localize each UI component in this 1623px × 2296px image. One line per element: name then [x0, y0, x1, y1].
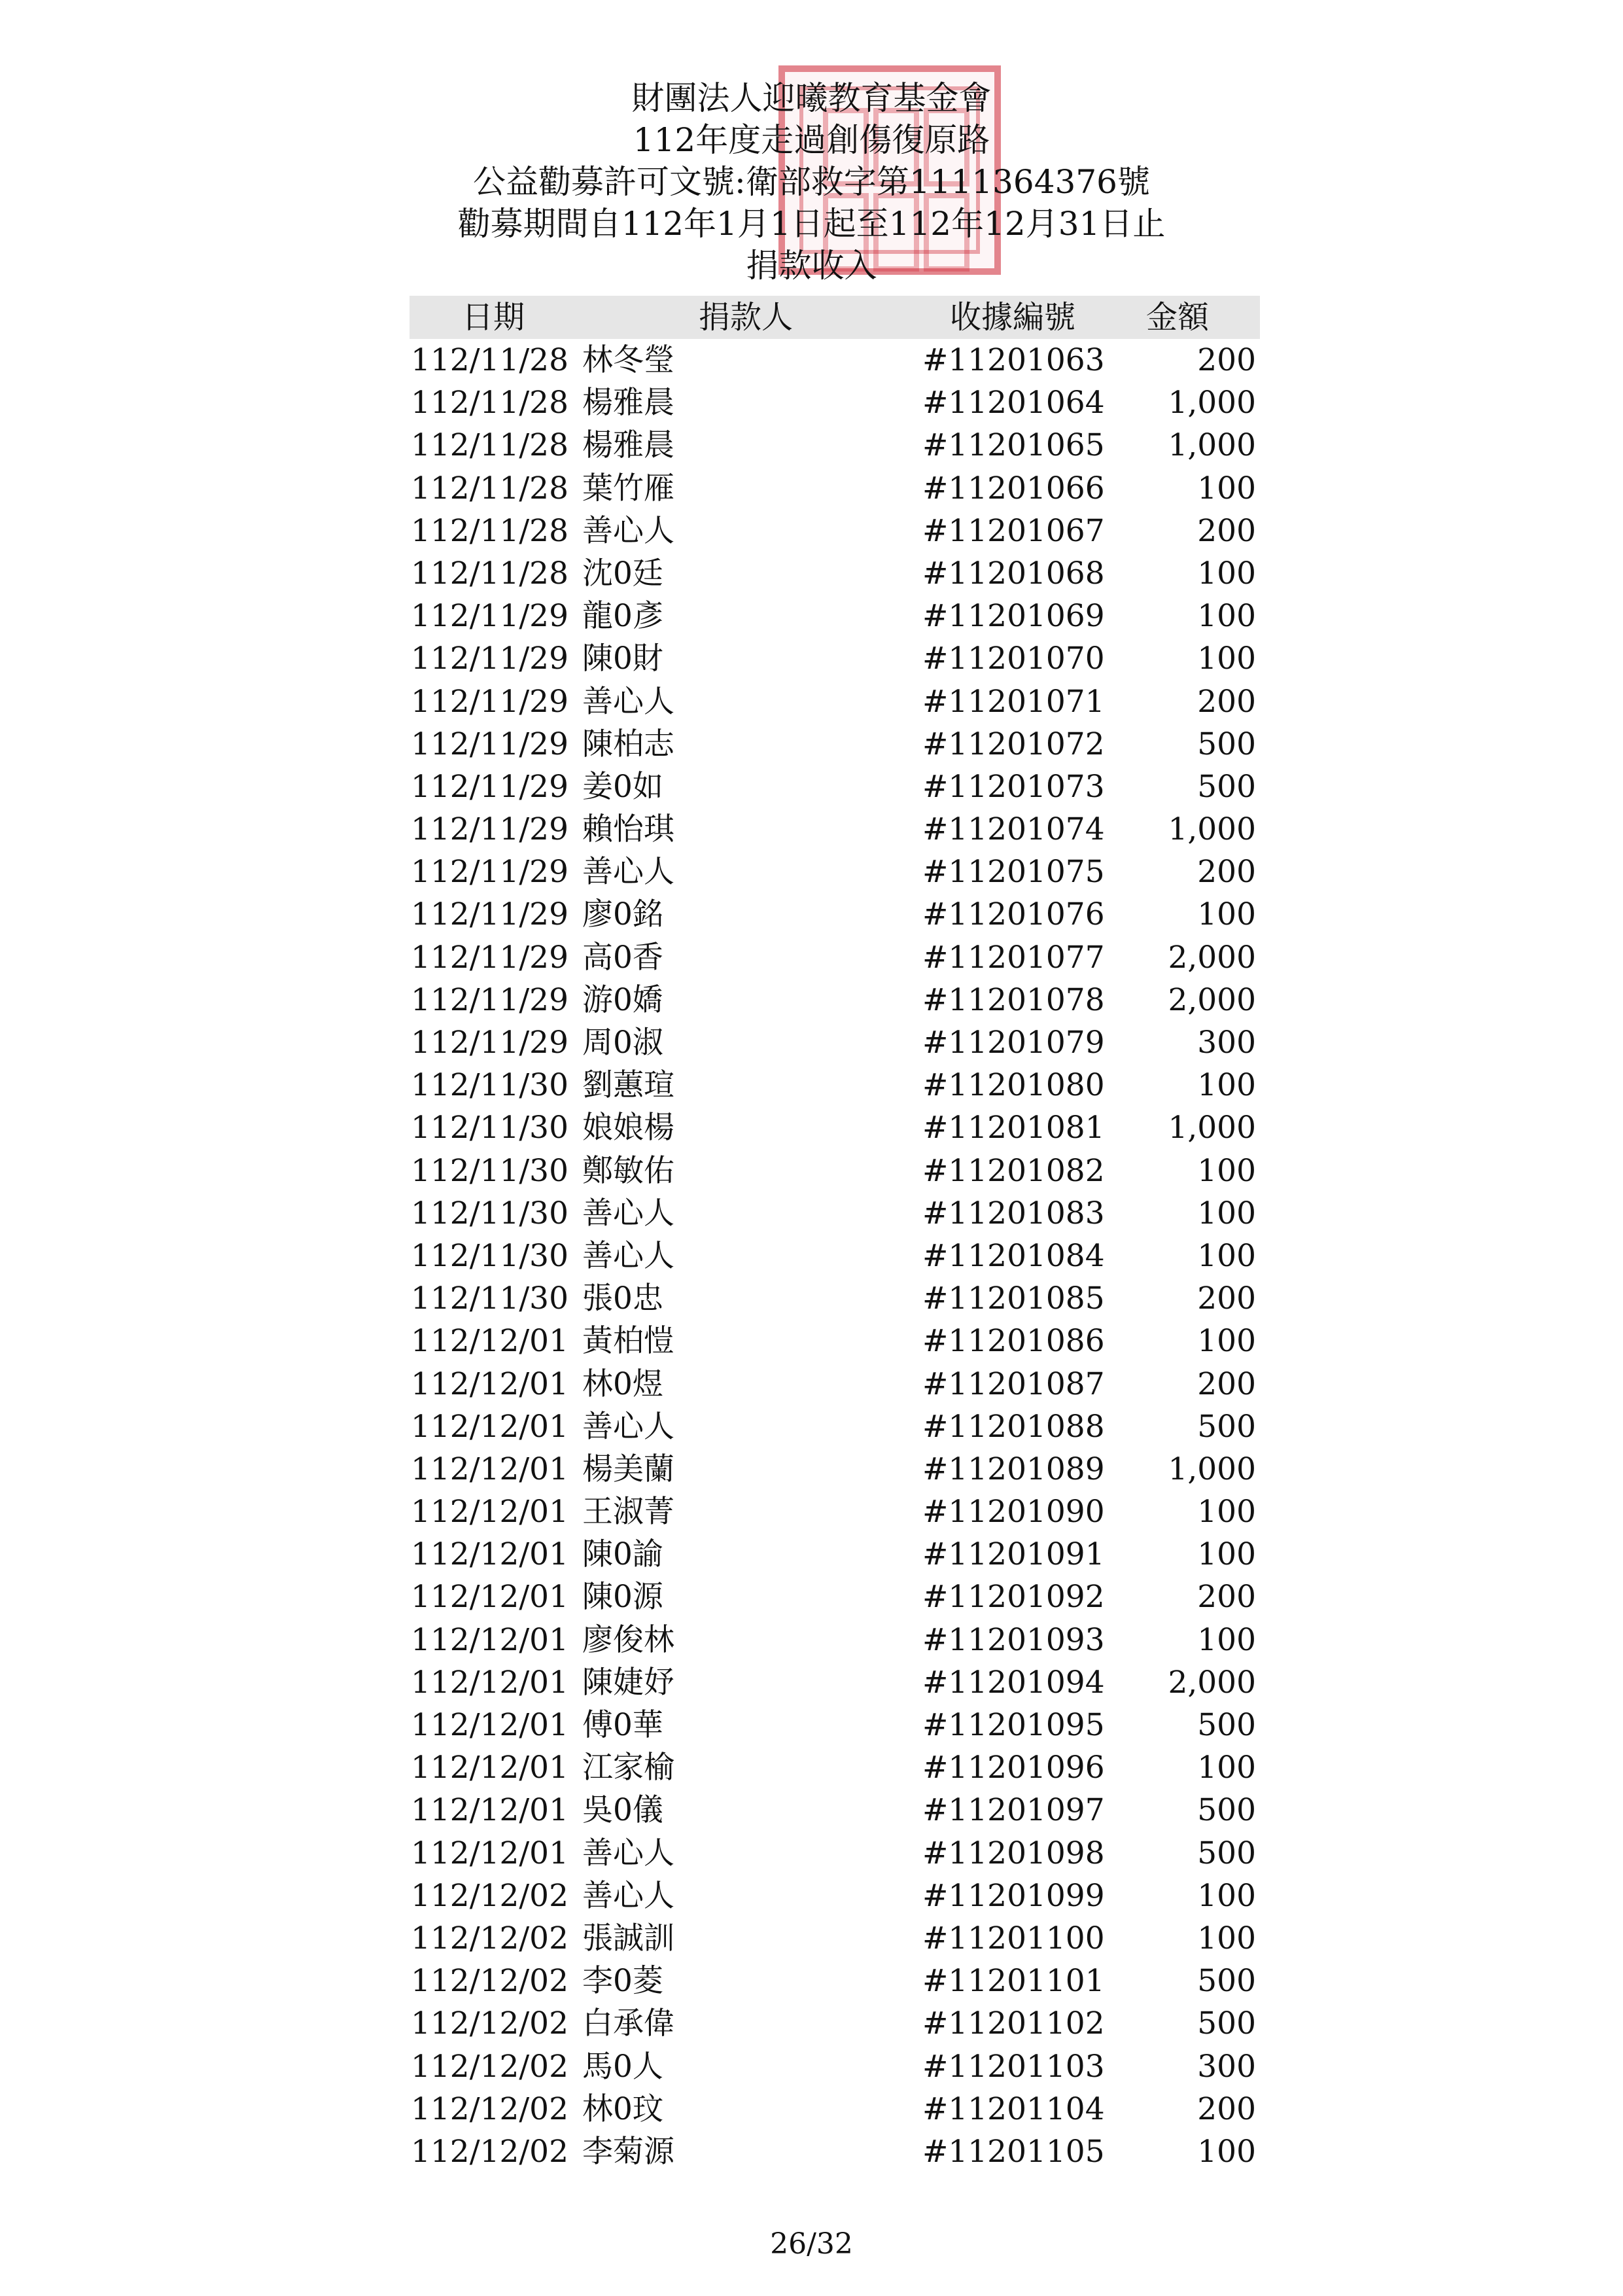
row-receipt-number: #11201085 — [922, 1280, 1105, 1317]
row-receipt-number: #11201100 — [922, 1920, 1105, 1956]
row-receipt-number: #11201083 — [922, 1195, 1105, 1231]
row-date: 112/11/29 — [411, 683, 568, 720]
row-amount: 500 — [1197, 1835, 1256, 1871]
row-donor: 林0煜 — [582, 1366, 663, 1402]
row-donor: 林冬瑩 — [582, 342, 674, 378]
row-amount: 100 — [1197, 1920, 1256, 1956]
row-amount: 100 — [1197, 470, 1256, 506]
row-receipt-number: #11201077 — [922, 939, 1105, 976]
row-date: 112/12/02 — [411, 2091, 568, 2127]
row-donor: 江家榆 — [582, 1750, 674, 1786]
table-row — [406, 510, 1263, 552]
table-row — [406, 1619, 1263, 1661]
project-title: 112年度走過創傷復原路 — [633, 121, 990, 159]
row-donor: 善心人 — [582, 512, 674, 549]
row-receipt-number: #11201067 — [922, 512, 1105, 549]
row-date: 112/12/02 — [411, 1877, 568, 1914]
row-amount: 100 — [1197, 1877, 1256, 1914]
table-row — [406, 1192, 1263, 1235]
row-date: 112/12/01 — [411, 1750, 568, 1786]
row-date: 112/12/01 — [411, 1366, 568, 1402]
row-receipt-number: #11201090 — [922, 1494, 1105, 1530]
table-row — [406, 595, 1263, 637]
table-row — [406, 1106, 1263, 1149]
row-receipt-number: #11201093 — [922, 1621, 1105, 1658]
table-header-row — [410, 296, 1260, 339]
row-donor: 陳0諭 — [582, 1536, 663, 1573]
row-receipt-number: #11201076 — [922, 896, 1105, 933]
table-row — [406, 1661, 1263, 1704]
table-row — [406, 1875, 1263, 1917]
table-row — [406, 893, 1263, 936]
column-header-receipt: 收據編號 — [950, 299, 1076, 336]
row-amount: 1,000 — [1168, 811, 1256, 848]
table-row — [406, 381, 1263, 424]
row-amount: 100 — [1197, 1536, 1256, 1573]
row-date: 112/11/30 — [411, 1110, 568, 1146]
row-donor: 吳0儀 — [582, 1792, 663, 1829]
row-date: 112/12/01 — [411, 1451, 568, 1487]
table-row — [406, 424, 1263, 467]
row-date: 112/11/28 — [411, 512, 568, 549]
row-date: 112/11/28 — [411, 470, 568, 506]
row-amount: 2,000 — [1168, 981, 1256, 1018]
table-row — [406, 1320, 1263, 1362]
row-amount: 500 — [1197, 1707, 1256, 1743]
row-donor: 楊雅晨 — [582, 427, 674, 464]
row-receipt-number: #11201101 — [922, 1963, 1105, 2000]
row-amount: 2,000 — [1168, 1664, 1256, 1701]
row-date: 112/12/01 — [411, 1792, 568, 1829]
row-receipt-number: #11201082 — [922, 1152, 1105, 1189]
row-amount: 100 — [1197, 641, 1256, 677]
row-date: 112/12/02 — [411, 2005, 568, 2042]
table-row — [406, 936, 1263, 979]
table-row — [406, 1405, 1263, 1448]
donation-table-body — [406, 339, 1263, 2173]
table-row — [406, 1832, 1263, 1875]
row-donor: 善心人 — [582, 1877, 674, 1914]
row-donor: 善心人 — [582, 1835, 674, 1871]
column-header-donor: 捐款人 — [699, 299, 794, 336]
row-amount: 200 — [1197, 854, 1256, 891]
row-donor: 李菊源 — [582, 2133, 674, 2170]
row-donor: 劉蕙瑄 — [582, 1067, 674, 1104]
row-date: 112/11/29 — [411, 811, 568, 848]
table-row — [406, 552, 1263, 595]
table-row — [406, 2045, 1263, 2088]
row-receipt-number: #11201105 — [922, 2133, 1105, 2170]
row-amount: 100 — [1197, 555, 1256, 592]
row-donor: 葉竹雁 — [582, 470, 674, 506]
table-row — [406, 680, 1263, 723]
row-amount: 200 — [1197, 1366, 1256, 1402]
row-receipt-number: #11201088 — [922, 1408, 1105, 1445]
row-amount: 100 — [1197, 1494, 1256, 1530]
table-row — [406, 1960, 1263, 2002]
row-donor: 高0香 — [582, 939, 663, 976]
row-amount: 200 — [1197, 1579, 1256, 1616]
row-receipt-number: #11201080 — [922, 1067, 1105, 1104]
row-amount: 500 — [1197, 768, 1256, 805]
table-row — [406, 1491, 1263, 1533]
row-amount: 200 — [1197, 512, 1256, 549]
row-receipt-number: #11201103 — [922, 2048, 1105, 2085]
row-amount: 500 — [1197, 1963, 1256, 2000]
row-donor: 姜0如 — [582, 768, 663, 805]
table-row — [406, 1917, 1263, 1960]
row-donor: 黃柏愷 — [582, 1323, 674, 1360]
row-receipt-number: #11201099 — [922, 1877, 1105, 1914]
row-date: 112/11/29 — [411, 939, 568, 976]
row-donor: 陳0源 — [582, 1579, 663, 1616]
row-donor: 白承偉 — [582, 2005, 674, 2042]
row-date: 112/12/01 — [411, 1536, 568, 1573]
row-amount: 200 — [1197, 342, 1256, 378]
row-date: 112/11/30 — [411, 1280, 568, 1317]
table-row — [406, 1704, 1263, 1746]
row-date: 112/12/01 — [411, 1579, 568, 1616]
row-amount: 200 — [1197, 1280, 1256, 1317]
row-receipt-number: #11201084 — [922, 1237, 1105, 1274]
row-donor: 張0忠 — [582, 1280, 663, 1317]
row-receipt-number: #11201096 — [922, 1750, 1105, 1786]
row-date: 112/12/01 — [411, 1835, 568, 1871]
column-header-amount: 金額 — [1146, 299, 1210, 336]
row-amount: 100 — [1197, 2133, 1256, 2170]
row-donor: 陳柏志 — [582, 726, 674, 762]
row-donor: 楊美蘭 — [582, 1451, 674, 1487]
row-donor: 游0嬌 — [582, 981, 663, 1018]
table-row — [406, 808, 1263, 851]
row-receipt-number: #11201072 — [922, 726, 1105, 762]
table-row — [406, 339, 1263, 381]
row-date: 112/11/28 — [411, 342, 568, 378]
row-donor: 善心人 — [582, 1408, 674, 1445]
row-date: 112/12/01 — [411, 1408, 568, 1445]
table-row — [406, 637, 1263, 680]
row-receipt-number: #11201070 — [922, 641, 1105, 677]
row-amount: 100 — [1197, 1621, 1256, 1658]
row-donor: 廖俊林 — [582, 1621, 674, 1658]
row-donor: 賴怡琪 — [582, 811, 674, 848]
row-amount: 1,000 — [1168, 427, 1256, 464]
row-date: 112/11/29 — [411, 641, 568, 677]
row-date: 112/12/01 — [411, 1494, 568, 1530]
row-date: 112/11/29 — [411, 896, 568, 933]
row-donor: 王淑菁 — [582, 1494, 674, 1530]
row-date: 112/11/29 — [411, 981, 568, 1018]
organization-name: 財團法人迎曦教育基金會 — [631, 79, 992, 117]
table-row — [406, 2088, 1263, 2130]
row-amount: 300 — [1197, 2048, 1256, 2085]
table-row — [406, 979, 1263, 1021]
fundraising-period: 勸募期間自112年1月1日起至112年12月31日止 — [457, 205, 1166, 243]
table-row — [406, 467, 1263, 510]
row-donor: 廖0銘 — [582, 896, 663, 933]
table-row — [406, 723, 1263, 766]
row-date: 112/12/01 — [411, 1621, 568, 1658]
table-row — [406, 1576, 1263, 1618]
row-donor: 陳婕妤 — [582, 1664, 674, 1701]
row-donor: 李0菱 — [582, 1963, 663, 2000]
row-date: 112/11/30 — [411, 1152, 568, 1189]
row-date: 112/12/01 — [411, 1664, 568, 1701]
row-receipt-number: #11201089 — [922, 1451, 1105, 1487]
table-row — [406, 1363, 1263, 1405]
row-date: 112/12/02 — [411, 2133, 568, 2170]
row-amount: 100 — [1197, 896, 1256, 933]
row-receipt-number: #11201081 — [922, 1110, 1105, 1146]
row-date: 112/12/02 — [411, 1920, 568, 1956]
row-amount: 1,000 — [1168, 1110, 1256, 1146]
table-row — [406, 851, 1263, 893]
row-amount: 100 — [1197, 1067, 1256, 1104]
row-date: 112/11/29 — [411, 726, 568, 762]
row-receipt-number: #11201064 — [922, 385, 1105, 421]
row-date: 112/12/02 — [411, 2048, 568, 2085]
document-header — [0, 77, 1623, 287]
row-date: 112/11/28 — [411, 555, 568, 592]
row-amount: 100 — [1197, 1323, 1256, 1360]
row-donor: 善心人 — [582, 683, 674, 720]
row-donor: 傅0華 — [582, 1707, 663, 1743]
row-receipt-number: #11201102 — [922, 2005, 1105, 2042]
row-receipt-number: #11201094 — [922, 1664, 1105, 1701]
row-date: 112/11/30 — [411, 1237, 568, 1274]
row-amount: 100 — [1197, 1750, 1256, 1786]
row-receipt-number: #11201069 — [922, 598, 1105, 635]
row-amount: 500 — [1197, 1408, 1256, 1445]
row-donor: 林0玟 — [582, 2091, 663, 2127]
row-receipt-number: #11201087 — [922, 1366, 1105, 1402]
row-receipt-number: #11201071 — [922, 683, 1105, 720]
row-donor: 陳0財 — [582, 641, 663, 677]
row-donor: 善心人 — [582, 1195, 674, 1231]
row-receipt-number: #11201075 — [922, 854, 1105, 891]
row-amount: 500 — [1197, 1792, 1256, 1829]
row-date: 112/11/29 — [411, 768, 568, 805]
row-amount: 200 — [1197, 683, 1256, 720]
table-row — [406, 1235, 1263, 1277]
row-receipt-number: #11201104 — [922, 2091, 1105, 2127]
row-receipt-number: #11201078 — [922, 981, 1105, 1018]
column-header-date: 日期 — [462, 299, 525, 336]
row-amount: 100 — [1197, 598, 1256, 635]
row-amount: 1,000 — [1168, 385, 1256, 421]
row-donor: 娘娘楊 — [582, 1110, 674, 1146]
row-receipt-number: #11201073 — [922, 768, 1105, 805]
row-receipt-number: #11201091 — [922, 1536, 1105, 1573]
table-row — [406, 2002, 1263, 2045]
section-title: 捐款收入 — [746, 247, 877, 285]
row-amount: 300 — [1197, 1025, 1256, 1061]
row-date: 112/11/29 — [411, 1025, 568, 1061]
table-row — [406, 766, 1263, 808]
row-amount: 100 — [1197, 1195, 1256, 1231]
row-receipt-number: #11201092 — [922, 1579, 1105, 1616]
row-date: 112/11/28 — [411, 385, 568, 421]
row-receipt-number: #11201097 — [922, 1792, 1105, 1829]
row-amount: 500 — [1197, 2005, 1256, 2042]
row-amount: 1,000 — [1168, 1451, 1256, 1487]
row-amount: 100 — [1197, 1152, 1256, 1189]
row-date: 112/11/29 — [411, 854, 568, 891]
row-receipt-number: #11201068 — [922, 555, 1105, 592]
row-donor: 沈0廷 — [582, 555, 663, 592]
row-receipt-number: #11201086 — [922, 1323, 1105, 1360]
row-amount: 2,000 — [1168, 939, 1256, 976]
table-row — [406, 1150, 1263, 1192]
row-date: 112/12/02 — [411, 1963, 568, 2000]
row-date: 112/12/01 — [411, 1323, 568, 1360]
permit-number: 公益勸募許可文號:衛部救字第1111364376號 — [473, 163, 1150, 201]
row-amount: 100 — [1197, 1237, 1256, 1274]
table-row — [406, 1064, 1263, 1106]
table-row — [406, 1746, 1263, 1789]
row-donor: 楊雅晨 — [582, 385, 674, 421]
table-row — [406, 2130, 1263, 2173]
row-receipt-number: #11201095 — [922, 1707, 1105, 1743]
row-amount: 200 — [1197, 2091, 1256, 2127]
row-date: 112/11/29 — [411, 598, 568, 635]
row-donor: 龍0彥 — [582, 598, 663, 635]
row-donor: 張誠訓 — [582, 1920, 674, 1956]
row-date: 112/12/01 — [411, 1707, 568, 1743]
row-receipt-number: #11201063 — [922, 342, 1105, 378]
row-receipt-number: #11201066 — [922, 470, 1105, 506]
page-number: 26/32 — [770, 2227, 853, 2261]
row-amount: 500 — [1197, 726, 1256, 762]
row-donor: 善心人 — [582, 1237, 674, 1274]
row-receipt-number: #11201074 — [922, 811, 1105, 848]
row-donor: 周0淑 — [582, 1025, 663, 1061]
table-row — [406, 1277, 1263, 1320]
table-row — [406, 1021, 1263, 1064]
table-row — [406, 1789, 1263, 1831]
row-donor: 馬0人 — [582, 2048, 663, 2085]
row-donor: 鄭敏佑 — [582, 1152, 674, 1189]
row-receipt-number: #11201079 — [922, 1025, 1105, 1061]
row-donor: 善心人 — [582, 854, 674, 891]
table-row — [406, 1533, 1263, 1576]
row-receipt-number: #11201065 — [922, 427, 1105, 464]
row-receipt-number: #11201098 — [922, 1835, 1105, 1871]
row-date: 112/11/30 — [411, 1067, 568, 1104]
table-row — [406, 1448, 1263, 1491]
row-date: 112/11/28 — [411, 427, 568, 464]
row-date: 112/11/30 — [411, 1195, 568, 1231]
